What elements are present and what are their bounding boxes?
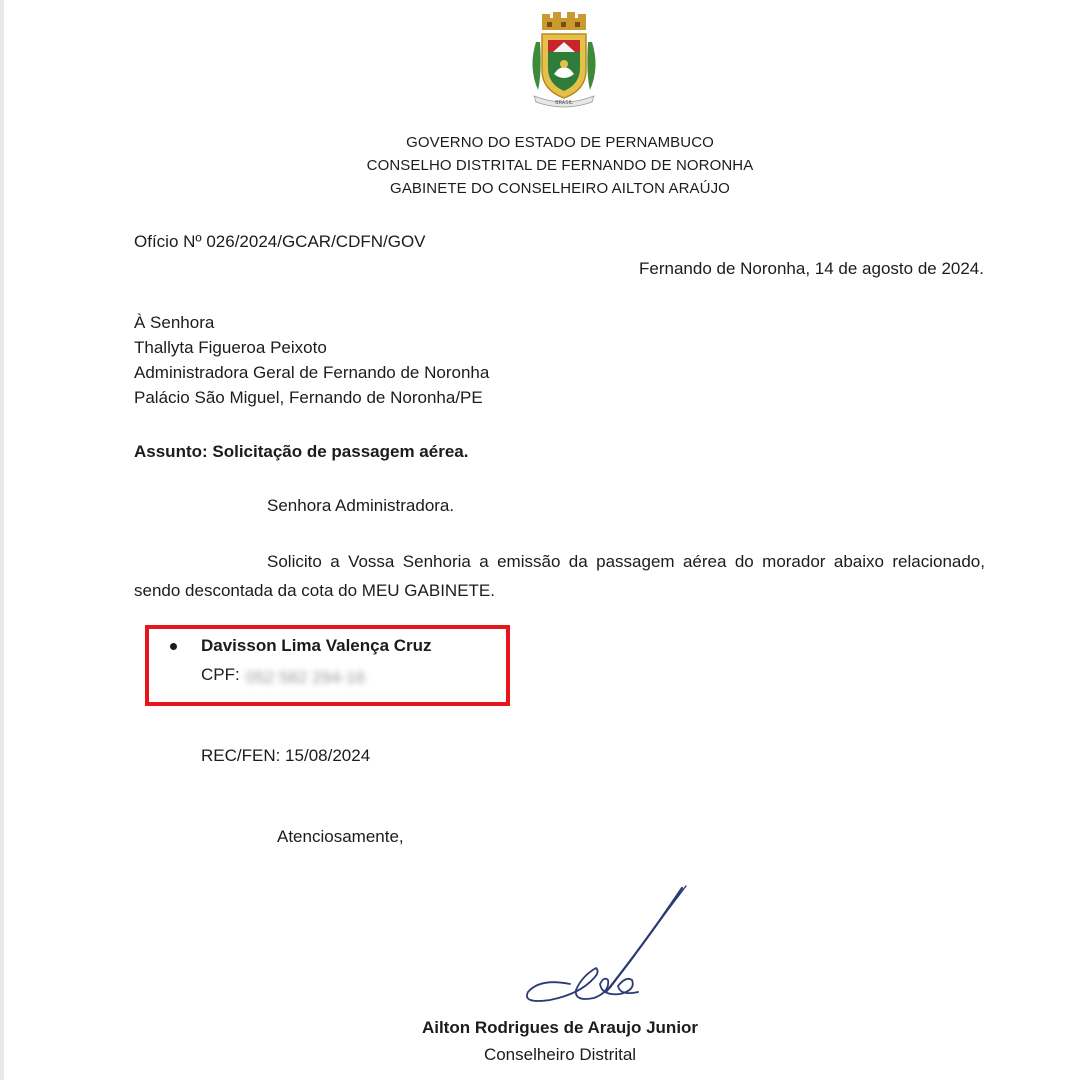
header-line-3: GABINETE DO CONSELHEIRO AILTON ARAÚJO [390,180,730,197]
header-line-1: GOVERNO DO ESTADO DE PERNAMBUCO [406,134,714,151]
greeting: Senhora Administradora. [267,496,455,515]
bullet-icon [170,643,177,650]
oficio-number: Ofício Nº 026/2024/GCAR/CDFN/GOV [134,232,426,251]
subject-line: Assunto: Solicitação de passagem aérea. [134,442,469,461]
body-paragraph: Solicito a Vossa Senhoria a emissão da passagem aérea do morador abaixo relacionado, sendo descontada da cota do MEU GABINETE. [134,552,985,600]
coat-of-arms-icon [526,12,602,108]
svg-text:BRASIL: BRASIL [555,100,573,106]
date-line: Fernando de Noronha, 14 de agosto de 2024. [639,259,984,278]
recipient-salutation: À Senhora [134,313,215,332]
handwritten-signature-icon [510,880,710,1010]
header-line-2: CONSELHO DISTRITAL DE FERNANDO DE NORONHA [366,157,754,174]
resident-name: Davisson Lima Valença Cruz [201,636,432,655]
recipient-address: Palácio São Miguel, Fernando de Noronha/PE [134,388,483,407]
recipient-title: Administradora Geral de Fernando de Noronha [134,363,490,382]
signer-role: Conselheiro Distrital [483,1045,637,1064]
signer-name: Ailton Rodrigues de Araujo Junior [421,1018,699,1037]
cpf-value-blurred: 052 582 294-16 [246,668,366,687]
rec-fen: REC/FEN: 15/08/2024 [201,746,371,765]
recipient-name: Thallyta Figueroa Peixoto [134,338,327,357]
cpf-label: CPF: [201,665,240,684]
letterhead [0,131,1080,200]
closing: Atenciosamente, [277,827,404,846]
